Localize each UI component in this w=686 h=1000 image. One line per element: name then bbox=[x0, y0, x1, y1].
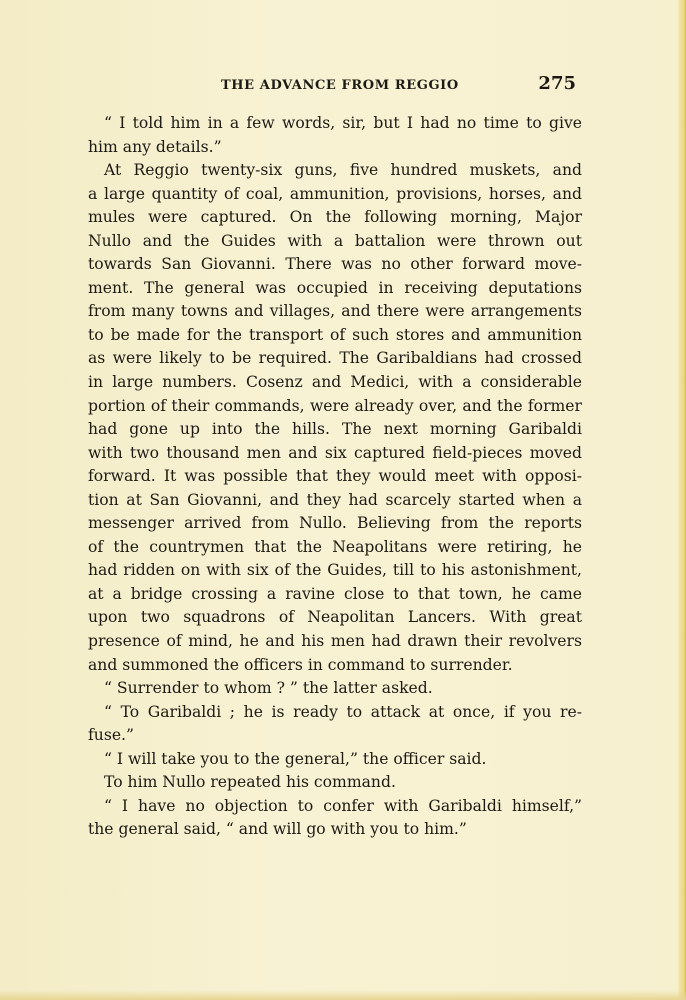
text-line: upon two squadrons of Neapolitan Lancers. With great bbox=[88, 608, 582, 627]
text-line: at a bridge crossing a ravine close to that town, he came bbox=[88, 584, 582, 603]
text-line: a large quantity of coal, ammunition, provisions, horses, and bbox=[88, 184, 582, 203]
text-line: “ I told him in a few words, sir, but I had no time to give bbox=[104, 114, 582, 132]
text-line: forward. It was possible that they would meet with opposi- bbox=[88, 467, 582, 486]
text-line: “ I will take you to the general,” the officer said. bbox=[104, 749, 487, 768]
text-line: of the countrymen that the Neapolitans were retiring, he bbox=[88, 537, 582, 556]
running-head bbox=[88, 73, 578, 97]
text-line: portion of their commands, were already over, and the former bbox=[88, 396, 582, 415]
page-number: 275 bbox=[538, 73, 576, 94]
text-line: At Reggio twenty-six guns, five hundred muskets, and bbox=[104, 161, 582, 180]
text-line: mules were captured. On the following morning, Major bbox=[88, 208, 582, 227]
page-bottom-shadow bbox=[0, 990, 686, 1000]
text-line: Nullo and the Guides with a battalion were thrown out bbox=[88, 231, 582, 250]
text-line: To him Nullo repeated his command. bbox=[104, 773, 396, 792]
text-line: and summoned the officers in command to surrender. bbox=[88, 655, 513, 674]
running-title: THE ADVANCE FROM REGGIO bbox=[221, 78, 459, 93]
text-line: “ I have no objection to confer with Garibaldi himself,” bbox=[104, 796, 582, 815]
text-line: fuse.” bbox=[88, 726, 134, 745]
text-line: presence of mind, he and his men had drawn their revolvers bbox=[88, 632, 582, 651]
text-line: as were likely to be required. The Garibaldians had crossed bbox=[88, 349, 582, 368]
text-line: in large numbers. Cosenz and Medici, with a considerable bbox=[88, 373, 582, 392]
body-text bbox=[88, 112, 582, 842]
text-line: tion at San Giovanni, and they had scarcely started when a bbox=[88, 490, 582, 509]
text-line: ment. The general was occupied in receiving deputations bbox=[88, 278, 582, 297]
text-line: from many towns and villages, and there were arrangements bbox=[88, 302, 582, 321]
text-line: had gone up into the hills. The next morning Garibaldi bbox=[88, 420, 582, 439]
page-edge-shadow bbox=[678, 0, 686, 1000]
text-line: with two thousand men and six captured field-pieces moved bbox=[88, 443, 582, 462]
text-line: messenger arrived from Nullo. Believing from the reports bbox=[88, 514, 582, 533]
text-line: “ To Garibaldi ; he is ready to attack at once, if you re- bbox=[104, 702, 582, 721]
text-line: him any details.” bbox=[88, 137, 222, 156]
text-line: had ridden on with six of the Guides, till to his astonishment, bbox=[88, 561, 582, 580]
text-line: to be made for the transport of such stores and ammunition bbox=[88, 325, 582, 344]
text-line: “ Surrender to whom ? ” the latter asked. bbox=[104, 679, 433, 698]
text-line: towards San Giovanni. There was no other forward move- bbox=[88, 255, 582, 274]
text-line: the general said, “ and will go with you to him.” bbox=[88, 820, 467, 839]
